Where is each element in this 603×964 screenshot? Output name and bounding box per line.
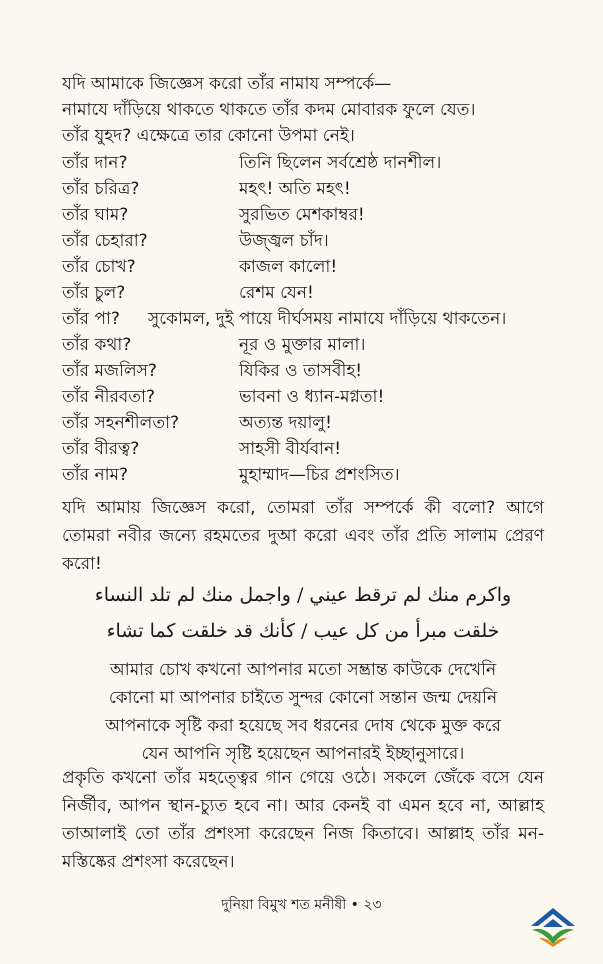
qa-question: তাঁর চুল? [62,283,126,303]
qa-row [62,280,562,306]
qa-question: তাঁর দান? [62,153,128,173]
qa-answer: নূর ও মুক্তার মালা। [239,335,366,355]
qa-question: তাঁর চেহারা? [62,231,148,251]
intro-line-1: যদি আমাকে জিজ্ঞেস করো তাঁর নামায সম্পর্কে— [62,74,392,94]
qa-answer: যিকির ও তাসবীহ! [239,361,363,381]
arabic-verse-line-2: خلقت مبرأ من كل عيب / كأنك قد خلقت كما تشاء [106,620,500,642]
qa-answer: রেশম যেন! [239,283,314,303]
qa-row [62,176,562,202]
qa-row [62,384,562,410]
intro-line-2: নামাযে দাঁড়িয়ে থাকতে থাকতে তাঁর কদম মোবারক ফুলে যেত। [62,100,476,120]
qa-answer: মুহাম্মাদ—চির প্রশংসিত। [239,465,400,485]
qa-row [62,254,562,280]
paragraph-nature: প্রকৃতি কখনো তাঁর মহত্ত্বের গান গেয়ে ওঠে। সকলে জেঁকে বসে যেন নির্জীব, আপন স্থান-চ্যুত হবে না। আর কেনই বা এমন হবে না, আল্লাহ তাআলাই তো তাঁর প্রশংসা করেছেন নিজ কিতাবে। আল্লাহ তাঁর মন-মস্তিষ্কের প্রশংসা করেছেন। [62,768,544,872]
qa-question: তাঁর বীরত্ব? [62,439,140,459]
qa-question: তাঁর নীরবতা? [62,387,155,407]
page-footer: দুনিয়া বিমুখ শত মনীষী • ২৩ [221,897,382,913]
intro-line-3: তাঁর যুহদ? এক্ষেত্রে তার কোনো উপমা নেই। [62,126,355,146]
qa-question: তাঁর মজলিস? [62,361,157,381]
qa-row [62,150,562,176]
qa-answer: মহৎ! অতি মহৎ! [239,179,351,199]
poem-line: আপনাকে সৃষ্টি করা হয়েছে সব ধরনের দোষ থেকে মুক্ত করে [105,716,501,736]
qa-answer: ভাবনা ও ধ্যান-মগ্নতা! [239,387,385,407]
qa-question: তাঁর কথা? [62,335,132,355]
paragraph-salam: যদি আমায় জিজ্ঞেস করো, তোমরা তাঁর সম্পর্কে কী বলো? আগে তোমরা নবীর জন্যে রহমতের দুআ করো এবং তাঁর প্রতি সালাম প্রেরণ করো! [62,498,544,574]
qa-row [62,436,562,462]
publisher-logo-icon [527,904,579,948]
qa-question: তাঁর সহনশীলতা? [62,413,180,433]
qa-question: তাঁর ঘাম? [62,205,129,225]
qa-row [62,332,562,358]
qa-question: তাঁর নাম? [62,465,128,485]
qa-row [62,202,562,228]
poem-line: যেন আপনি সৃষ্টি হয়েছেন আপনারই ইচ্ছানুসারে। [141,744,465,764]
qa-question: তাঁর চোখ? [62,257,136,277]
arabic-verse-line-1: واكرم منك لم ترقط عيني / واجمل منك لم تلد النساء [94,584,512,606]
qa-answer: তিনি ছিলেন সর্বশ্রেষ্ঠ দানশীল। [239,153,442,173]
qa-row [62,358,562,384]
poem-line: কোনো মা আপনার চাইতে সুন্দর কোনো সন্তান জন্ম দেয়নি [108,688,498,708]
poem-line: আমার চোখ কখনো আপনার মতো সম্ভ্রান্ত কাউকে দেখেনি [109,660,497,680]
qa-question: তাঁর পা? [62,309,120,329]
qa-question: তাঁর চরিত্র? [62,179,140,199]
qa-answer: অত্যন্ত দয়ালু! [239,413,332,433]
qa-row [62,228,562,254]
qa-answer: সাহসী বীর্যবান! [239,439,342,459]
qa-row [62,306,562,332]
qa-answer: কাজল কালো! [239,257,338,277]
qa-answer: সুকোমল, দুই পায়ে দীর্ঘসময় নামাযে দাঁড়িয়ে থাকতেন। [148,309,507,329]
qa-row [62,462,562,488]
qa-answer: উজ্জ্বল চাঁদ। [239,231,329,251]
qa-answer: সুরভিত মেশকাম্বর! [239,205,365,225]
qa-row [62,410,562,436]
poem-translation [62,656,544,768]
